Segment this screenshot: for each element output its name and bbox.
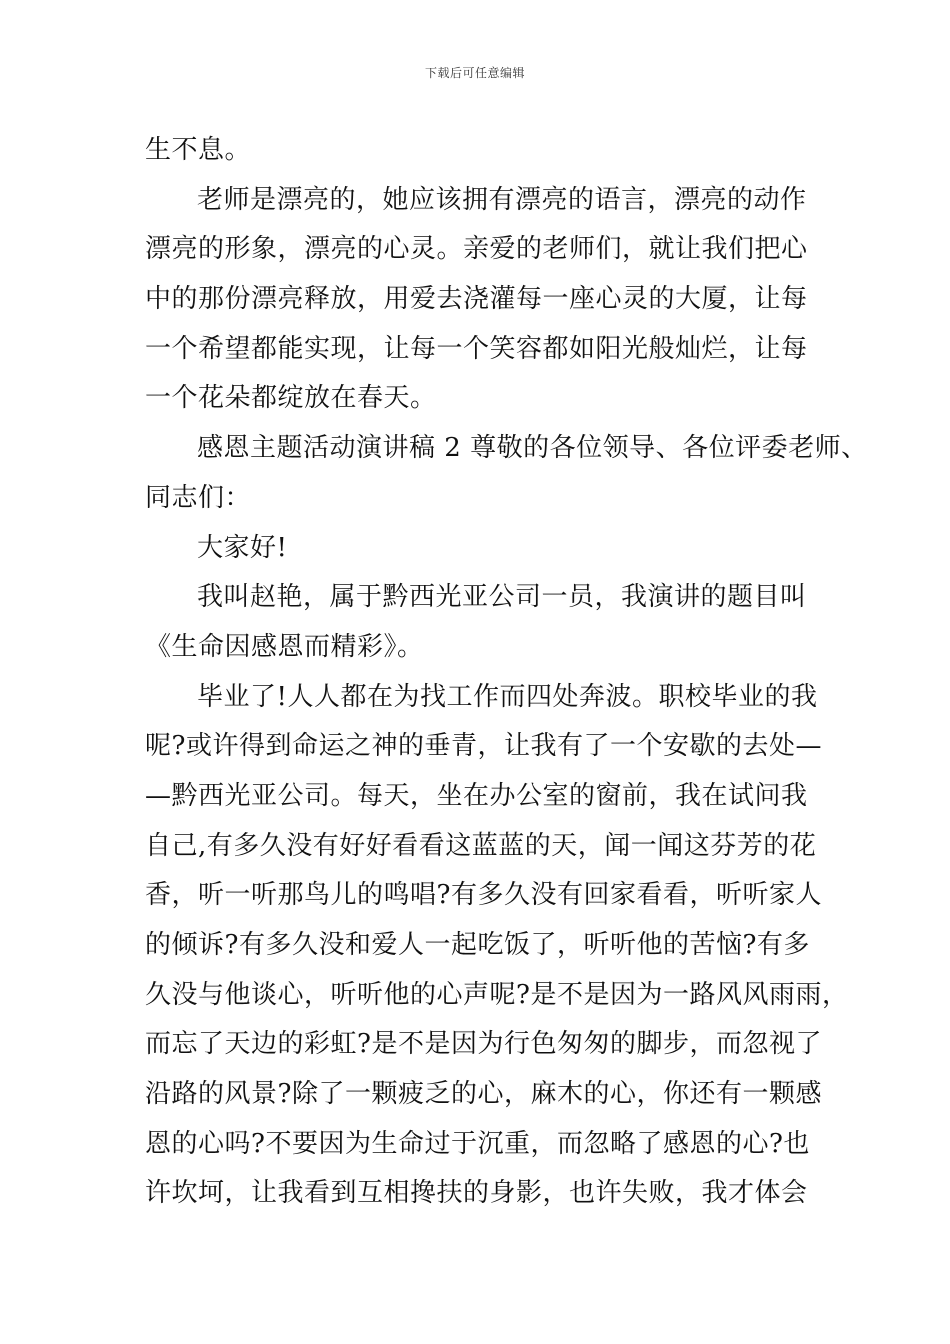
text-line: 沿路的风景?除了一颗疲乏的心，麻木的心，你还有一颗感 bbox=[145, 1079, 822, 1110]
text-line: 大家好! bbox=[197, 532, 288, 563]
text-line: 我叫赵艳，属于黔西光亚公司一员，我演讲的题目叫 bbox=[197, 582, 807, 613]
text-line: 呢?或许得到命运之神的垂青，让我有了一个安歇的去处— bbox=[145, 731, 822, 762]
text-line: 感恩主题活动演讲稿 2 尊敬的各位领导、各位评委老师、 bbox=[197, 433, 868, 464]
text-line: 同志们： bbox=[145, 482, 252, 513]
text-line: 漂亮的形象，漂亮的心灵。亲爱的老师们，就让我们把心 bbox=[145, 234, 808, 265]
text-line: 香，听一听那鸟儿的鸣唱?有多久没有回家看看，听听家人 bbox=[145, 880, 822, 911]
text-line: 老师是漂亮的，她应该拥有漂亮的语言，漂亮的动作 bbox=[197, 184, 807, 215]
text-line: 《生命因感恩而精彩》。 bbox=[145, 631, 424, 662]
text-line: 而忘了天边的彩虹?是不是因为行色匆匆的脚步，而忽视了 bbox=[145, 1029, 822, 1060]
text-line: 生不息。 bbox=[145, 135, 252, 165]
document-body bbox=[145, 126, 868, 1219]
text-line: 久没与他谈心，听听他的心声呢?是不是因为一路风风雨雨， bbox=[145, 979, 849, 1010]
text-line: 恩的心吗?不要因为生命过于沉重，而忽略了感恩的心?也 bbox=[145, 1128, 810, 1159]
text-line: 的倾诉?有多久没和爱人一起吃饭了，听听他的苦恼?有多 bbox=[145, 930, 810, 960]
text-line: 一个花朵都绽放在春天。 bbox=[145, 383, 437, 414]
text-line: —黔西光亚公司。每天，坐在办公室的窗前，我在试问我 bbox=[145, 780, 808, 811]
page-header: 下载后可任意编辑 bbox=[424, 66, 525, 80]
text-line: 许坎坷，让我看到互相搀扶的身影，也许失败，我才体会 bbox=[145, 1178, 808, 1209]
text-line: 一个希望都能实现，让每一个笑容都如阳光般灿烂，让每 bbox=[145, 333, 808, 364]
text-line: 毕业了!人人都在为找工作而四处奔波。职校毕业的我 bbox=[197, 681, 818, 712]
text-line: 自己,有多久没有好好看看这蓝蓝的天，闻一闻这芬芳的花 bbox=[145, 830, 817, 861]
text-line: 中的那份漂亮释放，用爱去浇灌每一座心灵的大厦，让每 bbox=[145, 284, 808, 315]
